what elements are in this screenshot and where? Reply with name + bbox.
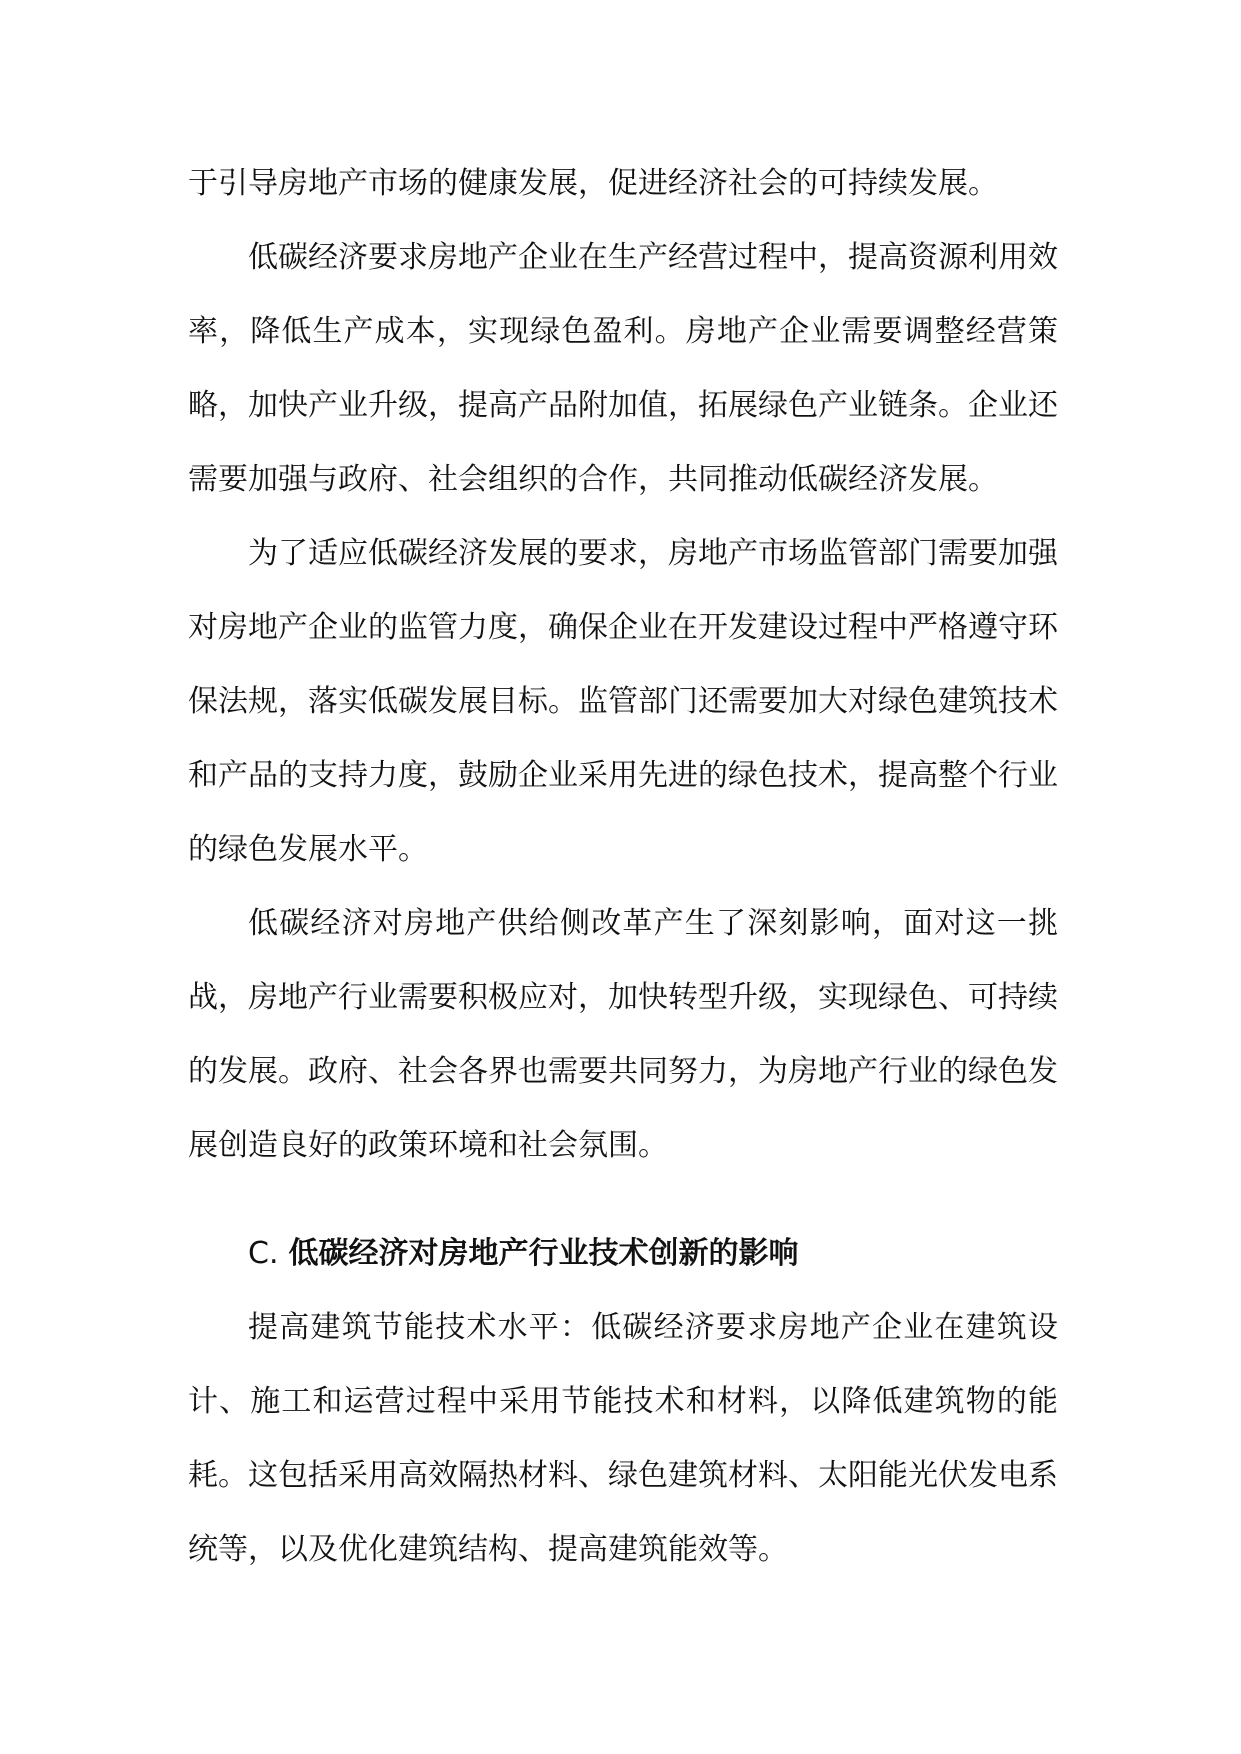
section-label: C. — [248, 1236, 279, 1271]
section-title: 低碳经济对房地产行业技术创新的影响 — [288, 1236, 799, 1271]
paragraph-corporate-strategy: 低碳经济要求房地产企业在生产经营过程中，提高资源利用效率，降低生产成本，实现绿色盈利。房地产企业需要调整经营策略，加快产业升级，提高产品附加值，拓展绿色产业链条。企业还需要加强与政府、社会组织的合作，共同推动低碳经济发展。 — [188, 240, 1058, 497]
paragraph-conclusion: 低碳经济对房地产供给侧改革产生了深刻影响，面对这一挑战，房地产行业需要积极应对，加快转型升级，实现绿色、可持续的发展。政府、社会各界也需要共同努力，为房地产行业的绿色发展创造良好的政策环境和社会氛围。 — [188, 906, 1058, 1163]
section-heading — [188, 1217, 1058, 1291]
paragraph-regulation: 为了适应低碳经济发展的要求，房地产市场监管部门需要加强对房地产企业的监管力度，确保企业在开发建设过程中严格遵守环保法规，落实低碳发展目标。监管部门还需要加大对绿色建筑技术和产品的支持力度，鼓励企业采用先进的绿色技术，提高整个行业的绿色发展水平。 — [188, 536, 1058, 867]
document-body — [188, 147, 1058, 1587]
paragraph-continued: 于引导房地产市场的健康发展，促进经济社会的可持续发展。 — [188, 166, 998, 201]
paragraph-energy-saving: 提高建筑节能技术水平：低碳经济要求房地产企业在建筑设计、施工和运营过程中采用节能技术和材料，以降低建筑物的能耗。这包括采用高效隔热材料、绿色建筑材料、太阳能光伏发电系统等，以及优化建筑结构、提高建筑能效等。 — [188, 1310, 1058, 1567]
